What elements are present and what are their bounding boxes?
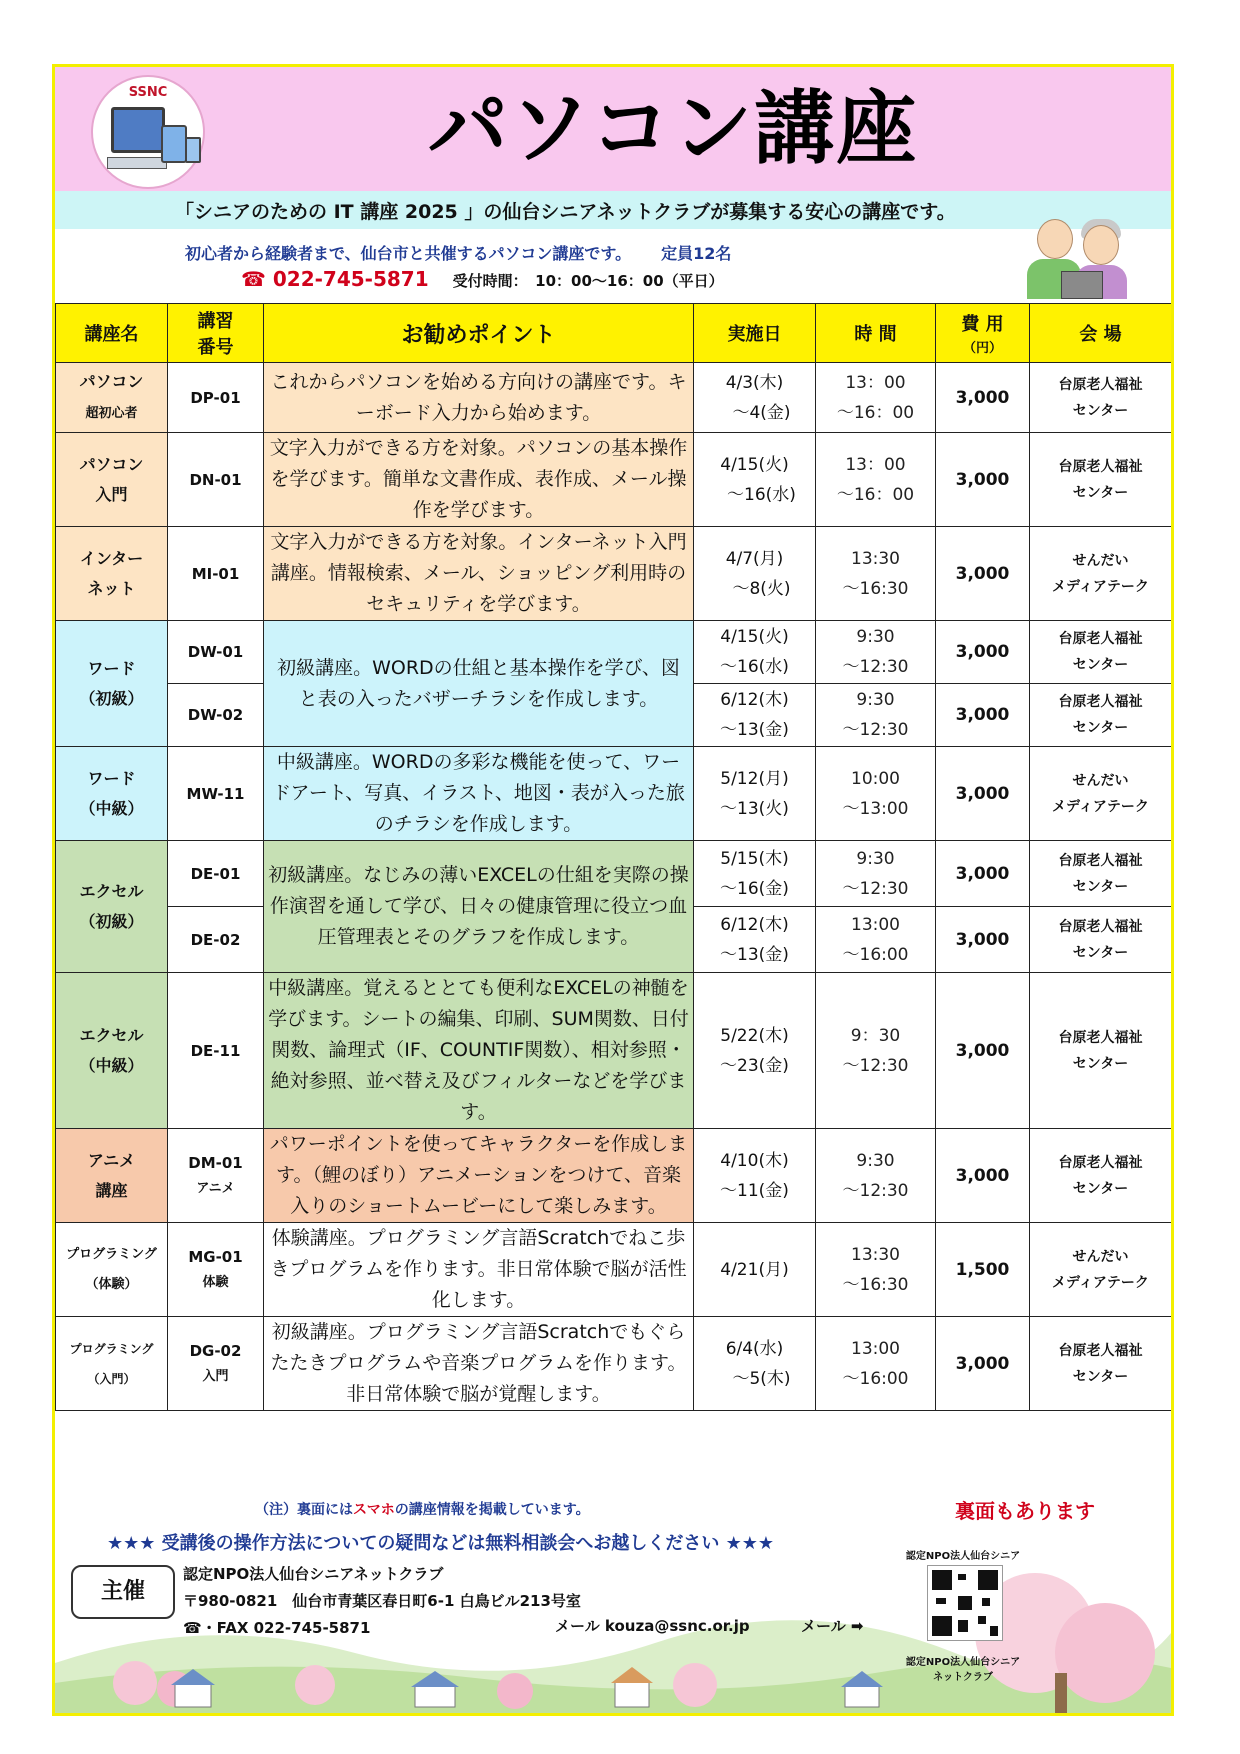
course-name xyxy=(56,363,168,433)
course-fee: 3,000 xyxy=(936,363,1030,433)
table-row xyxy=(56,433,1172,527)
course-code: DW-01 xyxy=(168,621,264,684)
course-name-1: インター xyxy=(79,548,144,568)
course-venue xyxy=(1030,684,1172,747)
col-header-name: 講座名 xyxy=(56,304,168,363)
date-end: ～13(金) xyxy=(720,944,789,965)
table-row xyxy=(56,841,1172,907)
intro-line xyxy=(185,241,731,264)
course-name-2: 入門 xyxy=(95,484,128,504)
table-row xyxy=(56,747,1172,841)
course-time xyxy=(816,527,936,621)
time-start: 13:00 xyxy=(851,1338,900,1359)
course-code: DE-02 xyxy=(168,907,264,973)
table-row xyxy=(56,621,1172,684)
course-venue xyxy=(1030,433,1172,527)
time-end: ～12:30 xyxy=(842,878,909,899)
course-code-sub: 入門 xyxy=(202,1368,229,1384)
course-time xyxy=(816,621,936,684)
table-header-row xyxy=(56,304,1172,363)
back-side-notice: 裏面もあります xyxy=(955,1499,1095,1523)
organizer-tel-fax: ☎・FAX 022-745-5871 xyxy=(183,1619,371,1637)
course-time xyxy=(816,433,936,527)
date-start: 4/7(月) xyxy=(725,548,784,569)
col-header-fee xyxy=(936,304,1030,363)
venue-2: センター xyxy=(1072,1368,1129,1385)
time-end: ～13:00 xyxy=(842,798,909,819)
date-end: ～13(火) xyxy=(720,798,789,819)
qr-caption-bottom: 認定NPO法人仙台シニアネットクラブ xyxy=(905,1657,1021,1683)
course-name-2: ネット xyxy=(87,578,136,598)
course-code-main: DG-02 xyxy=(189,1341,242,1360)
time-end: ～12:30 xyxy=(842,720,909,740)
time-end: ～12:30 xyxy=(842,657,909,677)
table-row xyxy=(56,1129,1172,1223)
course-date xyxy=(694,1317,816,1411)
date-end: ～23(金) xyxy=(720,1055,789,1076)
course-name-1: パソコン xyxy=(79,454,144,474)
date-start: 6/12(木) xyxy=(720,914,789,935)
course-time xyxy=(816,684,936,747)
col-header-fee-1: 費 用 xyxy=(961,313,1004,335)
qr-mail-label: メール ➡ xyxy=(801,1617,864,1635)
date-start: 4/10(木) xyxy=(720,1150,789,1171)
course-table xyxy=(55,303,1172,1411)
course-code xyxy=(168,1129,264,1223)
course-name-1: プログラミング xyxy=(66,1246,157,1262)
date-start: 4/15(火) xyxy=(720,454,789,475)
course-venue xyxy=(1030,973,1172,1129)
course-name-2: （初級） xyxy=(79,688,144,708)
course-venue xyxy=(1030,841,1172,907)
date-start: 4/15(火) xyxy=(720,627,789,647)
venue-2: メディアテーク xyxy=(1052,578,1149,595)
capacity: 定員12名 xyxy=(661,244,732,263)
page-title: パソコン講座 xyxy=(427,82,919,175)
venue-1: 台原老人福祉 xyxy=(1058,918,1143,935)
course-fee: 3,000 xyxy=(936,433,1030,527)
course-description: 初級講座。WORDの仕組と基本操作を学び、図と表の入ったバザーチラシを作成します。 xyxy=(264,621,694,747)
date-start: 6/4(水) xyxy=(725,1338,784,1359)
course-date xyxy=(694,433,816,527)
qr-caption-top: 認定NPO法人仙台シニア xyxy=(905,1551,1021,1562)
time-end: ～16:30 xyxy=(842,578,909,599)
course-code-sub: アニメ xyxy=(196,1180,235,1196)
course-name-2: （中級） xyxy=(79,798,144,818)
venue-2: センター xyxy=(1072,720,1129,736)
course-time xyxy=(816,747,936,841)
intro-text: 初心者から経験者まで、仙台市と共催するパソコン講座です。 xyxy=(185,244,632,263)
venue-1: せんだい xyxy=(1072,1248,1129,1265)
organizer-email[interactable]: メール kouza@ssnc.or.jp xyxy=(555,1617,750,1635)
date-end: ～13(金) xyxy=(720,720,789,740)
senior-man-head xyxy=(1037,219,1073,259)
course-time xyxy=(816,973,936,1129)
course-name-1: ワード xyxy=(87,658,136,678)
course-fee: 3,000 xyxy=(936,907,1030,973)
course-name-2: 講座 xyxy=(95,1180,128,1200)
venue-2: メディアテーク xyxy=(1052,798,1149,815)
course-venue xyxy=(1030,527,1172,621)
venue-2: センター xyxy=(1072,484,1129,501)
time-start: 13：00 xyxy=(845,372,906,393)
subtitle: 「シニアのための IT 講座 2025 」の仙台シニアネットクラブが募集する安心の講座です。 xyxy=(175,201,956,223)
organizer-info xyxy=(183,1561,581,1642)
venue-1: 台原老人福祉 xyxy=(1058,1154,1143,1171)
date-start: 5/15(木) xyxy=(720,848,789,869)
col-header-fee-2: （円） xyxy=(962,340,1002,356)
time-start: 13:00 xyxy=(851,914,900,935)
venue-2: センター xyxy=(1072,657,1129,673)
col-header-code-2: 番号 xyxy=(197,337,234,358)
course-time xyxy=(816,1129,936,1223)
course-description: 文字入力ができる方を対象。インターネット入門講座。情報検索、メール、ショッピング利用時のセキュリティを学びます。 xyxy=(264,527,694,621)
venue-1: 台原老人福祉 xyxy=(1058,1029,1143,1046)
course-description: これからパソコンを始める方向けの講座です。キーボード入力から始めます。 xyxy=(264,363,694,433)
date-start: 5/22(木) xyxy=(720,1025,789,1046)
course-fee: 3,000 xyxy=(936,527,1030,621)
course-name-1: プログラミング xyxy=(69,1341,154,1356)
course-name-1: エクセル xyxy=(79,1025,144,1045)
course-code: DP-01 xyxy=(168,363,264,433)
date-end: ～16(水) xyxy=(720,657,789,677)
venue-1: 台原老人福祉 xyxy=(1058,1342,1143,1359)
course-date xyxy=(694,363,816,433)
qr-code-area xyxy=(903,1547,1023,1683)
phone-number: ☎ 022-745-5871 xyxy=(241,267,429,291)
course-venue xyxy=(1030,1129,1172,1223)
organizer-name: 認定NPO法人仙台シニアネットクラブ xyxy=(183,1565,444,1583)
time-start: 13:30 xyxy=(851,1244,900,1265)
course-time xyxy=(816,841,936,907)
time-end: ～16：00 xyxy=(836,484,915,505)
venue-2: センター xyxy=(1072,402,1129,419)
course-name xyxy=(56,621,168,747)
col-header-code-1: 講習 xyxy=(197,311,234,332)
course-code: DE-11 xyxy=(168,973,264,1129)
course-name xyxy=(56,527,168,621)
venue-2: メディアテーク xyxy=(1052,1274,1149,1291)
course-fee: 3,000 xyxy=(936,1129,1030,1223)
seniors-illustration xyxy=(1023,215,1141,301)
time-start: 9:30 xyxy=(856,690,895,710)
date-end: ～4(金) xyxy=(732,402,791,423)
note-suffix: の講座情報を掲載しています。 xyxy=(394,1502,590,1518)
course-description: 体験講座。プログラミング言語Scratchでねこ歩きプログラムを作ります。非日常体験で脳が活性化します。 xyxy=(264,1223,694,1317)
qr-code-icon[interactable] xyxy=(927,1565,1003,1641)
time-start: 10:00 xyxy=(851,768,900,789)
course-name-1: アニメ xyxy=(87,1150,136,1170)
note-highlight: スマホ xyxy=(353,1502,395,1518)
course-venue xyxy=(1030,1223,1172,1317)
course-time xyxy=(816,1317,936,1411)
time-start: 13:30 xyxy=(851,548,900,569)
col-header-points: お勧めポイント xyxy=(264,304,694,363)
contact-row xyxy=(241,267,724,291)
course-code xyxy=(168,1317,264,1411)
course-description: 中級講座。WORDの多彩な機能を使って、ワードアート、写真、イラスト、地図・表が入った旅のチラシを作成します。 xyxy=(264,747,694,841)
venue-1: 台原老人福祉 xyxy=(1058,852,1143,869)
course-name-1: エクセル xyxy=(79,881,144,901)
course-fee: 3,000 xyxy=(936,1317,1030,1411)
course-venue xyxy=(1030,363,1172,433)
venue-1: 台原老人福祉 xyxy=(1058,376,1143,393)
time-start: 13：00 xyxy=(845,454,906,475)
time-end: ～16:00 xyxy=(842,1368,909,1389)
venue-1: 台原老人福祉 xyxy=(1058,694,1143,710)
logo-text: SSNC xyxy=(128,85,168,100)
title-band xyxy=(55,67,1171,191)
flyer-frame xyxy=(52,64,1174,1716)
reception-hours: 受付時間： 10：00～16：00（平日） xyxy=(452,272,724,290)
course-time xyxy=(816,907,936,973)
venue-1: せんだい xyxy=(1072,772,1129,789)
date-end: ～16(金) xyxy=(720,878,789,899)
date-start: 4/3(木) xyxy=(725,372,784,393)
venue-1: 台原老人福祉 xyxy=(1058,631,1143,647)
time-start: 9:30 xyxy=(856,627,895,647)
course-code: MI-01 xyxy=(168,527,264,621)
date-end: ～16(水) xyxy=(727,484,796,505)
course-description: 初級講座。なじみの薄いEXCELの仕組を実際の操作演習を通して学び、日々の健康管理に役立つ血圧管理表とそのグラフを作成します。 xyxy=(264,841,694,973)
course-venue xyxy=(1030,747,1172,841)
course-name xyxy=(56,841,168,973)
back-side-note xyxy=(255,1499,590,1519)
course-description: 中級講座。覚えるととても便利なEXCELの神髄を学びます。シートの編集、印刷、SUM関数、日付関数、論理式（IF、COUNTIF関数）、相対参照・絶対参照、並べ替え及びフィルターなどを学びます。 xyxy=(264,973,694,1129)
venue-2: センター xyxy=(1072,878,1129,895)
course-name-2: （中級） xyxy=(79,1055,144,1075)
course-date: 4/21(月) xyxy=(694,1223,816,1317)
col-header-code xyxy=(168,304,264,363)
course-date xyxy=(694,973,816,1129)
course-description: 文字入力ができる方を対象。パソコンの基本操作を学びます。簡単な文書作成、表作成、メール操作を学びます。 xyxy=(264,433,694,527)
date-start: 6/12(木) xyxy=(720,690,789,710)
course-time xyxy=(816,1223,936,1317)
course-venue xyxy=(1030,1317,1172,1411)
course-name-1: ワード xyxy=(87,768,136,788)
course-fee: 3,000 xyxy=(936,841,1030,907)
course-date xyxy=(694,747,816,841)
consultation-notice: ★★★ 受講後の操作方法についての疑問などは無料相談会へお越しください ★★★ xyxy=(107,1533,774,1554)
course-name-2: （体験） xyxy=(85,1276,138,1292)
course-code: MW-11 xyxy=(168,747,264,841)
time-start: 9:30 xyxy=(856,1150,895,1171)
subtitle-band xyxy=(55,191,1171,229)
date-start: 5/12(月) xyxy=(720,768,789,789)
time-end: ～16:30 xyxy=(842,1274,909,1295)
time-start: 9：30 xyxy=(850,1025,901,1046)
host-label: 主催 xyxy=(71,1565,175,1619)
course-code: DW-02 xyxy=(168,684,264,747)
time-end: ～16：00 xyxy=(836,402,915,423)
venue-1: せんだい xyxy=(1072,552,1129,569)
table-row xyxy=(56,527,1172,621)
course-fee: 3,000 xyxy=(936,684,1030,747)
course-date xyxy=(694,621,816,684)
venue-2: センター xyxy=(1072,1180,1129,1197)
table-row xyxy=(56,973,1172,1129)
course-code xyxy=(168,1223,264,1317)
col-header-venue: 会 場 xyxy=(1030,304,1172,363)
course-fee: 1,500 xyxy=(936,1223,1030,1317)
note-prefix: （注）裏面には xyxy=(255,1502,353,1518)
course-code: DE-01 xyxy=(168,841,264,907)
course-name xyxy=(56,747,168,841)
table-row xyxy=(56,1223,1172,1317)
course-name xyxy=(56,1129,168,1223)
course-date xyxy=(694,684,816,747)
venue-1: 台原老人福祉 xyxy=(1058,458,1143,475)
course-date xyxy=(694,907,816,973)
date-end: ～8(火) xyxy=(732,578,791,599)
course-fee: 3,000 xyxy=(936,973,1030,1129)
venue-2: センター xyxy=(1072,944,1129,961)
course-description: パワーポイントを使ってキャラクターを作成します。（鯉のぼり）アニメーションをつけて、音楽入りのショートムービーにして楽しみます。 xyxy=(264,1129,694,1223)
course-code-sub: 体験 xyxy=(202,1274,229,1290)
col-header-date: 実施日 xyxy=(694,304,816,363)
col-header-time: 時 間 xyxy=(816,304,936,363)
course-date xyxy=(694,841,816,907)
time-end: ～12:30 xyxy=(842,1055,909,1076)
senior-woman-head xyxy=(1083,225,1119,265)
course-name xyxy=(56,433,168,527)
course-name-2: 超初心者 xyxy=(85,405,138,421)
date-end: ～5(木) xyxy=(732,1368,791,1389)
time-end: ～16:00 xyxy=(842,944,909,965)
course-code-main: DM-01 xyxy=(188,1153,243,1172)
time-end: ～12:30 xyxy=(842,1180,909,1201)
course-name-2: （入門） xyxy=(87,1371,136,1386)
time-start: 9:30 xyxy=(856,848,895,869)
organizer-address: 〒980-0821 仙台市青葉区春日町6-1 白鳥ビル213号室 xyxy=(183,1592,581,1610)
course-name xyxy=(56,1223,168,1317)
course-fee: 3,000 xyxy=(936,747,1030,841)
course-code-main: MG-01 xyxy=(188,1247,243,1266)
course-name-2: （初級） xyxy=(79,911,144,931)
course-name xyxy=(56,1317,168,1411)
course-venue xyxy=(1030,907,1172,973)
course-name xyxy=(56,973,168,1129)
course-time xyxy=(816,363,936,433)
course-date xyxy=(694,1129,816,1223)
course-code: DN-01 xyxy=(168,433,264,527)
course-fee: 3,000 xyxy=(936,621,1030,684)
course-date xyxy=(694,527,816,621)
date-end: ～11(金) xyxy=(720,1180,789,1201)
table-row xyxy=(56,1317,1172,1411)
table-row xyxy=(56,363,1172,433)
venue-2: センター xyxy=(1072,1055,1129,1072)
course-description: 初級講座。プログラミング言語Scratchでもぐらたたきプログラムや音楽プログラムを作ります。非日常体験で脳が覚醒します。 xyxy=(264,1317,694,1411)
course-venue xyxy=(1030,621,1172,684)
laptop-icon xyxy=(1061,271,1103,299)
course-name-1: パソコン xyxy=(79,371,144,391)
